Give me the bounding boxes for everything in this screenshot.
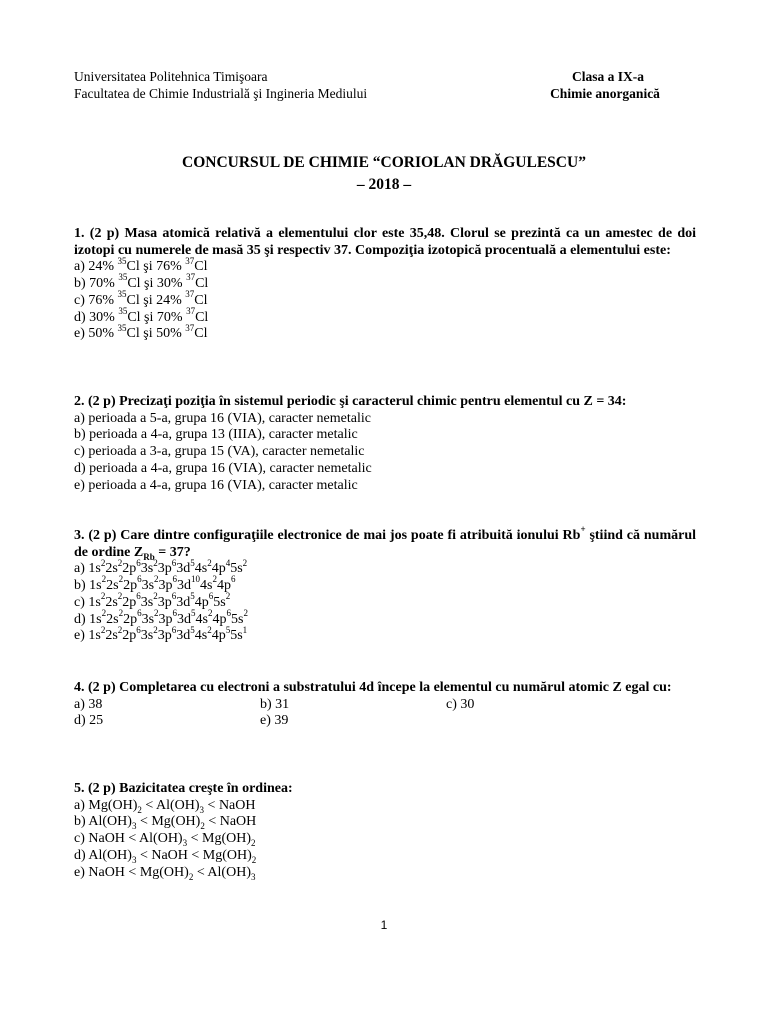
- question-1-option-b: [74, 272, 696, 293]
- question-3-text: [74, 524, 696, 562]
- question-3: [74, 524, 696, 645]
- question-5-option-b: b) $Al(OH)_3 < Mg(OH)_2$ < NaOH: [74, 814, 257, 832]
- question-2-option-b: b) perioada a 4-a, grupa 13 (IIIA), caracter metalic: [74, 427, 358, 443]
- page-number: 1: [380, 918, 388, 932]
- question-1-option-a: [74, 255, 696, 276]
- university-name: Universitatea Politehnica Timişoara: [74, 69, 268, 84]
- q3-text-part: ştiind că numărul de ordine Z: [74, 528, 696, 560]
- opt-text: Cl: [195, 276, 209, 292]
- question-5: [74, 781, 696, 881]
- question-3-option-d: d) $1s^22s^22p^63s^23p^63d^54s^24p^65s^2$: [74, 607, 248, 627]
- question-2-option-e: e) perioada a 4-a, grupa 16 (VIA), caracter metalic: [74, 477, 358, 493]
- mass-number: 35: [117, 255, 127, 266]
- mass-number: 37: [186, 272, 196, 283]
- mass-number: 35: [118, 305, 128, 316]
- question-2-option-c: c) perioada a 3-a, grupa 15 (VA), caracter nemetalic: [74, 444, 365, 460]
- opt-text: a) 24%: [74, 259, 118, 275]
- question-5-option-c: c) NaOH < $Al(OH)_3 < Mg(OH)_2$: [74, 831, 256, 848]
- opt-text: e) 50%: [74, 326, 118, 342]
- opt-text: Cl: [194, 326, 208, 342]
- opt-text: d) 30%: [74, 309, 119, 325]
- opt-text: Cl şi 76%: [126, 259, 186, 275]
- q3-text-part: 3. (2 p) Care dintre configuraţiile electronice de mai jos poate fi atribuită ionului Rb: [74, 528, 581, 543]
- mass-number: 37: [186, 305, 196, 316]
- question-1-option-d: [74, 305, 696, 327]
- mass-number: 35: [117, 322, 127, 333]
- opt-text: c) 76%: [74, 292, 118, 308]
- question-1-text: 1. (2 p) Masa atomică relativă a elementului clor este 35,48. Clorul se prezintă ca un amestec de doi izotopi cu numerele de masă 35 şi respectiv 37. Compoziţia izotopică procentuală a elementului este:: [74, 226, 696, 258]
- subject-name: Chimie anorganică: [550, 86, 660, 101]
- question-3-option-c: c) $1s^22s^22p^63s^23p^63d^54p^65s^2$: [74, 591, 231, 610]
- question-2: [74, 394, 696, 494]
- question-5-option-d: d) $Al(OH)_3$ < NaOH < $Mg(OH)_2$: [74, 847, 257, 865]
- question-4-options-row-2: [74, 713, 696, 730]
- contest-title: [74, 152, 694, 196]
- contest-name: CONCURSUL DE CHIMIE “CORIOLAN DRĂGULESCU”: [182, 154, 586, 171]
- question-4-option-d: d) 25: [74, 713, 104, 729]
- mass-number: 37: [185, 322, 195, 333]
- opt-text: Cl şi 24%: [126, 292, 186, 308]
- question-1-option-e: [74, 322, 696, 343]
- question-2-text: 2. (2 p) Precizaţi poziţia în sistemul periodic şi caracterul chimic pentru elementul cu Z = 34:: [74, 394, 627, 409]
- mass-number: 35: [117, 289, 127, 300]
- mass-number: 37: [185, 255, 195, 266]
- question-4-option-c: c) 30: [446, 696, 475, 712]
- opt-text: Cl şi 50%: [126, 326, 186, 342]
- question-5-option-a: a) $Mg(OH)_2 < Al(OH)_3$ < NaOH: [74, 797, 256, 815]
- question-2-option-d: d) perioada a 4-a, grupa 16 (VIA), caracter nemetalic: [74, 460, 372, 476]
- class-level: Clasa a IX-a: [571, 69, 644, 84]
- opt-text: Cl: [195, 309, 209, 325]
- question-3-option-b: b) $1s^22s^22p^63s^23p^63d^{10}4s^24p^6$: [74, 574, 236, 594]
- opt-text: Cl şi 30%: [127, 276, 187, 292]
- question-2-option-a: a) perioada a 5-a, grupa 16 (VIA), caracter nemetalic: [74, 410, 371, 426]
- question-3-option-a: a) $1s^22s^22p^63s^23p^63d^54s^24p^45s^2$: [74, 557, 248, 577]
- opt-text: b) 70%: [74, 276, 119, 292]
- contest-year: – 2018 –: [356, 176, 412, 193]
- question-5-text: 5. (2 p) Bazicitatea creşte în ordinea:: [74, 781, 293, 796]
- institution-block: [74, 68, 367, 102]
- question-1: [74, 226, 696, 343]
- question-4-text: 4. (2 p) Completarea cu electroni a substratului 4d începe la elementul cu numărul atomic Z egal cu:: [74, 680, 672, 695]
- ion-charge: +: [580, 524, 586, 535]
- question-4-option-e: e) 39: [260, 713, 289, 729]
- opt-text: Cl: [194, 259, 208, 275]
- mass-number: 37: [185, 289, 195, 300]
- opt-text: Cl şi 70%: [127, 309, 187, 325]
- question-4-option-b: b) 31: [260, 696, 290, 712]
- question-5-option-e: e) NaOH < $Mg(OH)_2 < Al(OH)_3$: [74, 864, 256, 882]
- mass-number: 35: [118, 272, 128, 283]
- opt-text: Cl: [194, 292, 208, 308]
- faculty-name: Facultatea de Chimie Industrială şi Ingineria Mediului: [74, 86, 368, 101]
- question-4-options-row-1: [74, 697, 696, 714]
- q3-text-part: = 37?: [154, 544, 191, 560]
- question-1-option-c: [74, 289, 696, 310]
- question-4-option-a: a) 38: [74, 696, 103, 712]
- class-block: [530, 68, 680, 102]
- question-3-option-e: e) $1s^22s^22p^63s^23p^63d^54s^24p^55s^1$: [74, 624, 248, 644]
- element-subscript: Rb: [143, 551, 155, 562]
- question-4: [74, 680, 696, 730]
